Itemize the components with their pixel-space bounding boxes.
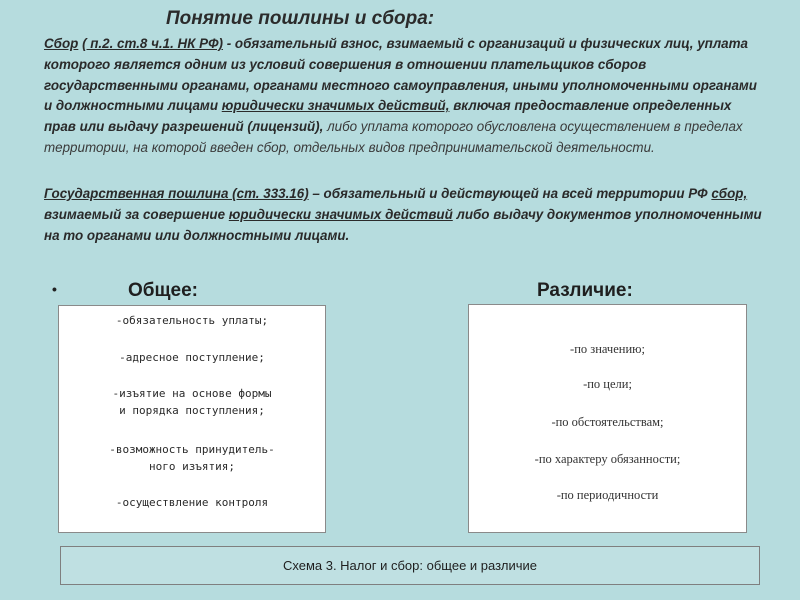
caption-box [60, 546, 760, 585]
difference-item: -по периодичности [556, 488, 659, 502]
fee-term: Сбор [44, 36, 79, 51]
duty-fee-word: сбор, [711, 186, 748, 201]
scheme-caption: Схема 3. Налог и сбор: общее и различие [282, 558, 538, 573]
fee-definition-paragraph [44, 34, 766, 159]
fee-definition-text-b: включая предоставление определенных прав или выдачу разрешений (лицензий), [44, 98, 732, 135]
difference-item: -по характеру обязанности; [534, 452, 681, 466]
difference-item: -по обстоятельствам; [551, 415, 664, 429]
common-item: -обязательность уплаты; [115, 314, 269, 327]
duty-definition-text-c: либо выдачу документов уполномоченными на то органами или должностными лицами. [44, 206, 762, 243]
fee-legal-acts: юридически значимых действий, [221, 98, 450, 114]
common-heading: Общее: [128, 280, 199, 301]
difference-item: -по значению; [570, 342, 645, 356]
fee-definition-text-c: либо уплата которого обусловлена осуществлением в пределах территории, на которой введен сбор, отдельных видов предпринимательской деятельности. [44, 119, 743, 155]
duty-legal-acts: юридически значимых действий [228, 206, 453, 222]
duty-definition-text-a: – обязательный и действующей на всей территории РФ [308, 186, 712, 201]
common-item: -адресное поступление; [119, 351, 265, 364]
difference-heading: Различие: [537, 280, 633, 301]
common-item: -осуществление контроля [115, 496, 269, 509]
differences-box [468, 304, 747, 533]
fee-definition-text-a: - обязательный взнос, взимаемый с организаций и физических лиц, уплата которого является одним из условий совершения в отношении плательщиков сборов государственными органами, органами местного самоуправления, иными уполномоченными органами и должностными лицами [44, 36, 757, 114]
duty-definition-text-b: взимаемый за совершение [44, 206, 229, 222]
common-features-box [58, 305, 326, 533]
common-item: -возможность принудитель- ного изъятия; [109, 443, 275, 473]
fee-legal-reference: ( п.2. ст.8 ч.1. НК РФ) [82, 36, 223, 51]
common-item: -изъятие на основе формы и порядка поступления; [112, 387, 272, 417]
duty-definition-paragraph [44, 184, 766, 246]
bullet-marker: • [52, 281, 57, 297]
page-title: Понятие пошлины и сбора: [166, 8, 435, 29]
duty-term: Государственная пошлина (ст. 333.16) [44, 186, 309, 201]
difference-item: -по цели; [583, 377, 632, 391]
